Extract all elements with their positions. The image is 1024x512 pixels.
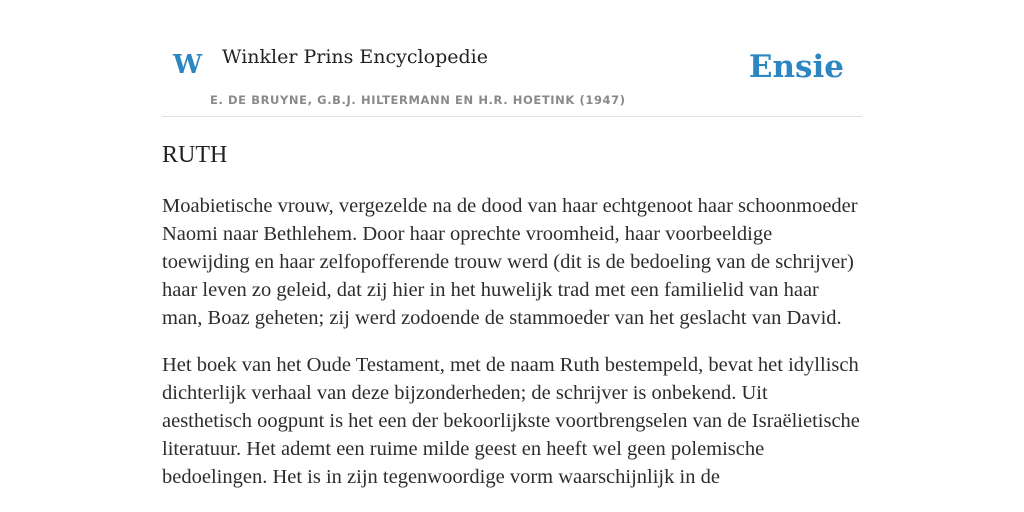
authors-line: E. DE BRUYNE, G.B.J. HILTERMANN EN H.R. HOETINK (1947) (210, 93, 626, 107)
ensie-brand-logo[interactable]: Ensie (748, 49, 844, 85)
article (162, 140, 862, 491)
header (162, 0, 862, 117)
encyclopedia-logo[interactable]: W (173, 50, 203, 80)
article-paragraph: Moabietische vrouw, vergezelde na de dood van haar echtgenoot haar schoonmoeder Naomi naar Bethlehem. Door haar oprechte vroomheid, haar voorbeeldige toewijding en haar zelfopofferende trouw werd (dit is de bedoeling van de schrijver) haar leven zo geleid, dat zij hier in het huwelijk trad met een familielid van haar man, Boaz geheten; zij werd zodoende de stammoeder van het geslacht van David. (162, 195, 858, 329)
encyclopedia-title[interactable]: Winkler Prins Encyclopedie (222, 46, 488, 68)
article-paragraph: Het boek van het Oude Testament, met de naam Ruth bestempeld, bevat het idyllisch dichterlijk verhaal van deze bijzonderheden; de schrijver is onbekend. Uit aesthetisch oogpunt is het een der bekoorlijkste voortbrengselen van de Israëlietische literatuur. Het ademt een ruime milde geest en heeft wel geen polemische bedoelingen. Het is in zijn tegenwoordige vorm waarschijnlijk in de (162, 354, 860, 488)
article-headword: RUTH (162, 142, 228, 168)
